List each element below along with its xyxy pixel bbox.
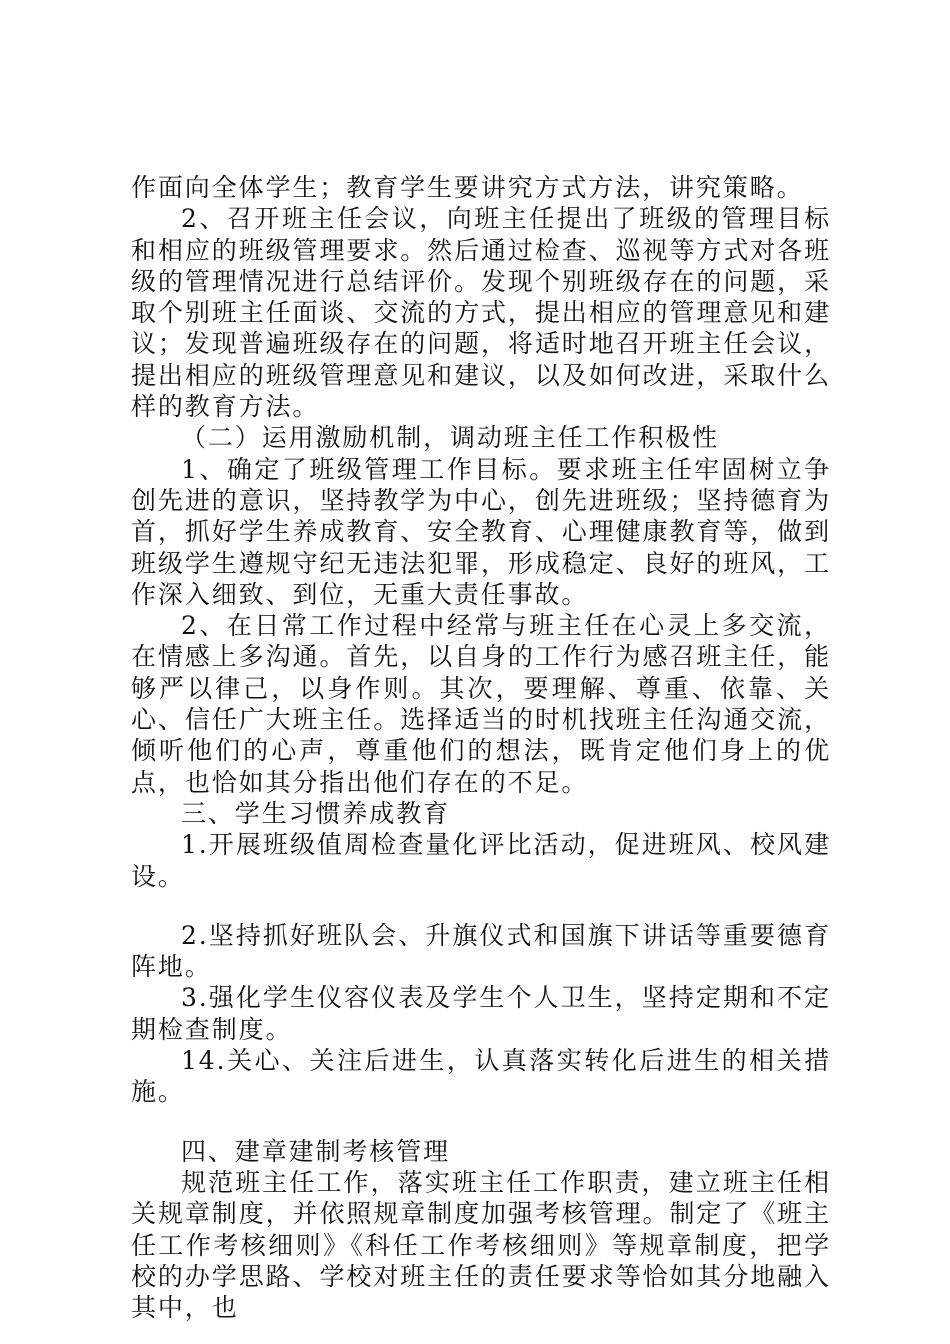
blank-line <box>131 1108 831 1136</box>
paragraph-continuation: 作面向全体学生；教育学生要讲究方式方法，讲究策略。 <box>131 173 804 202</box>
paragraph-communication: 2、在日常工作过程中经常与班主任在心灵上多交流，在情感上多沟通。首先，以自身的工作行为感召班主任，能够严以律己，以身作则。其次，要理解、尊重、依靠、关心、信任广大班主任。选择适当的时机找班主任沟通交流，倾听他们的心声，尊重他们的想法，既肯定他们身上的优点，也恰如其分指出他们存在的不足。 <box>131 611 831 797</box>
section-heading-incentive: （二）运用激励机制，调动班主任工作积极性 <box>181 423 720 453</box>
paragraph-meeting: 2、召开班主任会议，向班主任提出了班级的管理目标和相应的班级管理要求。然后通过检查、巡视等方式对各班级的管理情况进行总结评价。发现个别班级存在的问题，采取个别班主任面谈、交流的方式，提出相应的管理意见和建议；发现普遍班级存在的问题，将适时地召开班主任会议，提出相应的班级管理意见和建议，以及如何改进，采取什么样的教育方法。 <box>131 204 831 422</box>
list-item-underachievers: 14.关心、关注后进生，认真落实转化后进生的相关措施。 <box>131 1046 831 1107</box>
blank-line <box>131 892 831 920</box>
list-item-inspection: 1.开展班级值周检查量化评比活动，促进班风、校风建设。 <box>131 830 831 891</box>
document-body <box>131 172 831 1323</box>
section-heading-regulations: 四、建章建制考核管理 <box>181 1136 451 1166</box>
list-item-hygiene: 3.强化学生仪容仪表及学生个人卫生，坚持定期和不定期检查制度。 <box>131 983 831 1044</box>
list-item-moral-education: 2.坚持抓好班队会、升旗仪式和国旗下讲话等重要德育阵地。 <box>131 920 831 982</box>
paragraph-goals: 1、确定了班级管理工作目标。要求班主任牢固树立争创先进的意识，坚持教学为中心，创先进班级；坚持德育为首，抓好学生养成教育、安全教育、心理健康教育等，做到班级学生遵规守纪无违法犯罪，形成稳定、良好的班风，工作深入细致、到位，无重大责任事故。 <box>131 454 831 609</box>
section-heading-habits: 三、学生习惯养成教育 <box>181 798 451 828</box>
paragraph-regulations: 规范班主任工作，落实班主任工作职责，建立班主任相关规章制度，并依照规章制度加强考核管理。制定了《班主任工作考核细则》《科任工作考核细则》等规章制度，把学校的办学思路、学校对班主任的责任要求等恰如其分地融入其中，也 <box>131 1167 831 1323</box>
